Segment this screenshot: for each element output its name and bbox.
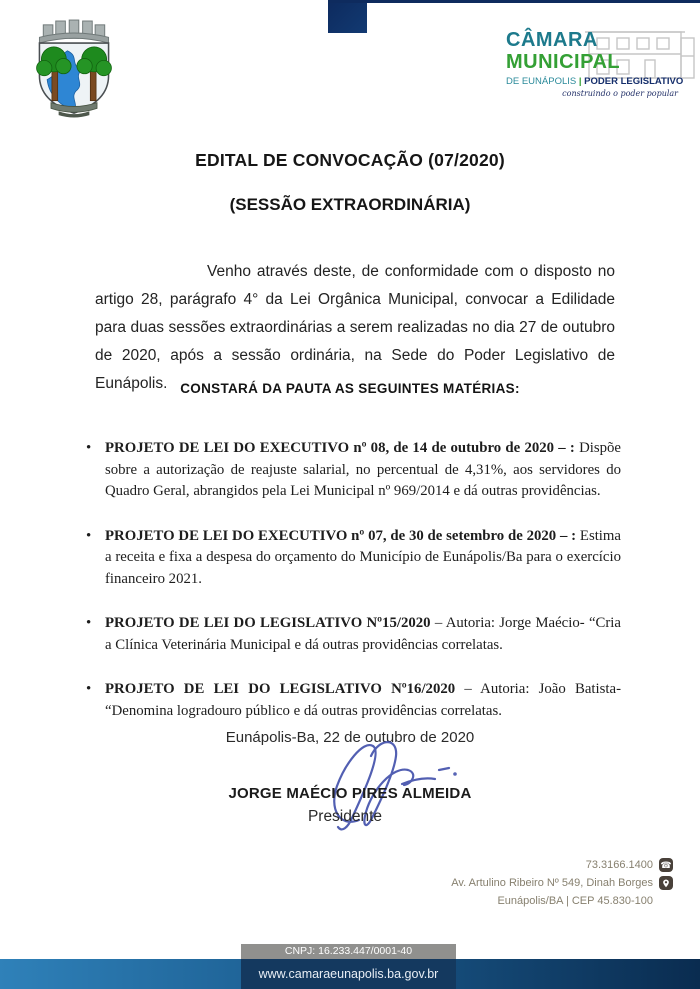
location-pin-icon xyxy=(659,876,673,890)
phone-icon: ☎ xyxy=(660,860,672,870)
contact-address-row xyxy=(451,876,673,890)
contact-phone-row xyxy=(451,858,673,872)
agenda-item-lead: PROJETO DE LEI DO LEGISLATIVO Nº15/2020 xyxy=(105,615,431,631)
agenda-item-body: Estima a receita e fixa a despesa do orçamento do Município de Eunápolis/Ba para o exercício financeiro 2021. xyxy=(105,527,622,587)
agenda-item-body: Dispõe sobre a autorização de reajuste salarial, no percentual de 4,31%, aos servidores do Quadro Geral, abrangidos pela Lei Municipal nº 969/2014 e dá outras providências. xyxy=(105,440,621,499)
logo-line-municipal: MUNICIPAL xyxy=(506,51,621,73)
document-title: EDITAL DE CONVOCAÇÃO (07/2020) xyxy=(195,150,505,170)
date-line: Eunápolis-Ba, 22 de outubro de 2020 xyxy=(225,729,475,746)
document-subtitle: (SESSÃO EXTRAORDINÁRIA) xyxy=(229,195,471,214)
phone-number: 73.3166.1400 xyxy=(585,859,653,871)
agenda-item xyxy=(84,613,621,656)
signer-title: Presidente xyxy=(307,808,383,825)
logo-line-camara: CÂMARA xyxy=(506,29,598,51)
chamber-logo xyxy=(506,30,696,98)
address-line2: Eunápolis/BA | CEP 45.830-100 xyxy=(497,895,653,907)
top-accent-line xyxy=(328,0,700,3)
logo-subtitle xyxy=(506,77,696,87)
contact-city-row xyxy=(451,894,673,908)
municipal-seal-logo xyxy=(26,18,122,120)
contact-block xyxy=(451,858,673,912)
agenda-item xyxy=(84,438,621,503)
agenda-item-body: – Autoria: João Batista- “Denomina logradouro público e dá outras providências correlatas. xyxy=(105,681,621,719)
website-bar: www.camaraeunapolis.ba.gov.br xyxy=(241,959,456,989)
agenda-item-lead: PROJETO DE LEI DO EXECUTIVO nº 07, de 30 de setembro de 2020 – : xyxy=(105,527,577,544)
footer-gradient-bar xyxy=(0,959,700,989)
agenda-item xyxy=(84,526,621,591)
agenda-item-body: – Autoria: Jorge Maécio- “Cria a Clínica Veterinária Municipal e dá outras providências correlatas. xyxy=(105,615,621,653)
cnpj-bar: CNPJ: 16.233.447/0001-40 xyxy=(241,944,456,959)
top-accent-block xyxy=(328,0,367,33)
logo-subtitle-prefix: DE EUNÁPOLIS xyxy=(506,76,579,87)
intro-paragraph: Venho através deste, de conformidade com o disposto no artigo 28, parágrafo 4° da Lei Orgânica Municipal, convocar a Edilidade para duas sessões extraordinárias a serem realizadas no dia 27 de outubro de 2020, após a sessão ordinária, na Sede do Poder Legislativo de Eunápolis. xyxy=(95,263,615,392)
logo-tagline: construindo o poder popular xyxy=(562,88,678,98)
logo-subtitle-separator: | xyxy=(578,76,585,87)
agenda-item-lead: PROJETO DE LEI DO EXECUTIVO nº 08, de 14 de outubro de 2020 – : xyxy=(105,440,575,456)
address-line1: Av. Artulino Ribeiro Nº 549, Dinah Borges xyxy=(451,877,653,889)
agenda-list xyxy=(84,438,621,745)
signer-name: JORGE MAÉCIO PIRES ALMEIDA xyxy=(228,785,472,802)
logo-subtitle-bold: PODER LEGISLATIVO xyxy=(584,76,684,87)
agenda-item-lead: PROJETO DE LEI DO LEGISLATIVO Nº16/2020 xyxy=(105,681,456,697)
agenda-item xyxy=(84,679,621,722)
agenda-heading: CONSTARÁ DA PAUTA AS SEGUINTES MATÉRIAS: xyxy=(180,381,520,396)
